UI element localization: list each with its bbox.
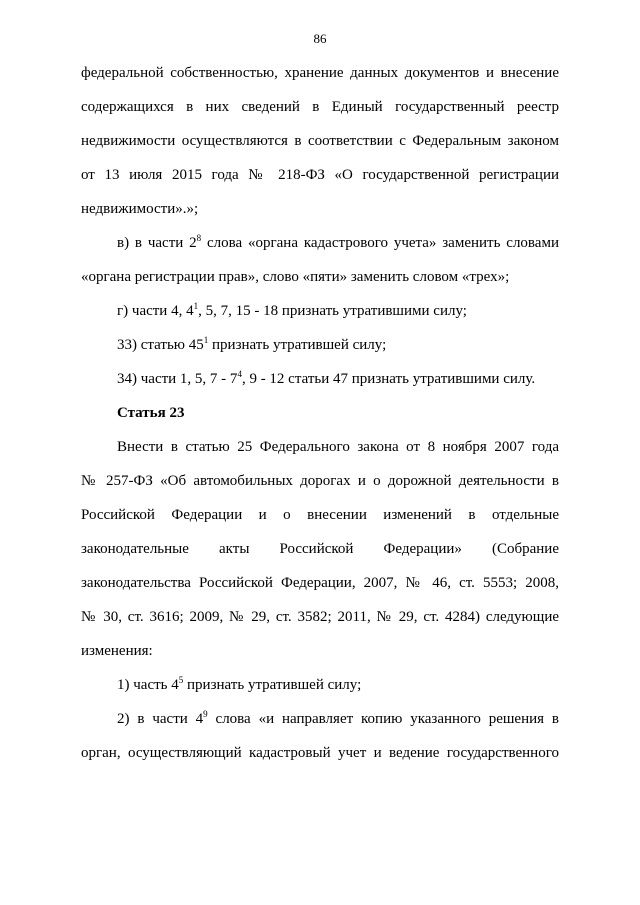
superscript: 5 <box>178 675 184 685</box>
text-line: содержащихся в них сведений в Единый государственный реестр <box>81 99 559 115</box>
text-line <box>81 702 559 736</box>
text-run: 1) часть 4 <box>117 677 179 693</box>
text-line: орган, осуществляющий кадастровый учет и ведение государственного <box>81 745 559 761</box>
text-line: Российской Федерации и о внесении изменений в отдельные <box>81 507 559 523</box>
text-run: 33) статью 45 <box>117 337 204 353</box>
text-run: г) части 4, 4 <box>117 303 194 319</box>
text-line: № 30, ст. 3616; 2009, № 29, ст. 3582; 2011, № 29, ст. 4284) следующие <box>81 609 559 625</box>
item-v-paragraph <box>81 226 559 294</box>
text-line: недвижимости».»; <box>81 201 199 217</box>
article-intro-paragraph <box>81 430 559 668</box>
document-body <box>81 56 559 770</box>
text-run: в) в части 2 <box>117 235 197 251</box>
text-run: 34) части 1, 5, 7 - 7 <box>117 371 238 387</box>
superscript: 9 <box>203 709 208 719</box>
item-g-paragraph <box>81 294 559 328</box>
text-line: от 13 июля 2015 года № 218-ФЗ «О государственной регистрации <box>81 167 559 183</box>
article-heading: Статья 23 <box>117 405 185 421</box>
text-run: слова «органа кадастрового учета» заменить словами <box>201 235 559 251</box>
text-line <box>81 226 559 260</box>
continuation-paragraph <box>81 56 559 226</box>
text-run: признать утратившей силу; <box>183 677 362 693</box>
change-2-paragraph <box>81 702 559 770</box>
text-run: , 9 - 12 статьи 47 признать утратившими силу. <box>241 371 536 387</box>
superscript: 1 <box>203 335 209 345</box>
text-line: законодательства Российской Федерации, 2007, № 46, ст. 5553; 2008, <box>81 575 559 591</box>
text-line: федеральной собственностью, хранение данных документов и внесение <box>81 65 559 81</box>
text-run: 2) в части 4 <box>117 711 204 727</box>
change-1-paragraph <box>81 668 559 702</box>
text-run: признать утратившей силу; <box>208 337 387 353</box>
text-line: законодательные акты Российской Федерации» (Собрание <box>81 541 559 557</box>
superscript: 8 <box>196 233 202 243</box>
text-line: «органа регистрации прав», слово «пяти» заменить словом «трех»; <box>81 269 510 285</box>
text-line: изменения: <box>81 643 153 659</box>
text-run: слова «и направляет копию указанного решения в <box>207 711 559 727</box>
superscript: 1 <box>193 301 199 311</box>
text-line: № 257-ФЗ «Об автомобильных дорогах и о дорожной деятельности в <box>81 473 559 489</box>
text-run: , 5, 7, 15 - 18 признать утратившими силу; <box>198 303 467 319</box>
page-number: 86 <box>313 31 327 46</box>
item-33-paragraph <box>81 328 559 362</box>
text-line: недвижимости осуществляются в соответствии с Федеральным законом <box>81 133 559 149</box>
item-34-paragraph <box>81 362 559 396</box>
text-line: Внести в статью 25 Федерального закона от 8 ноября 2007 года <box>117 439 559 455</box>
superscript: 4 <box>237 369 242 379</box>
